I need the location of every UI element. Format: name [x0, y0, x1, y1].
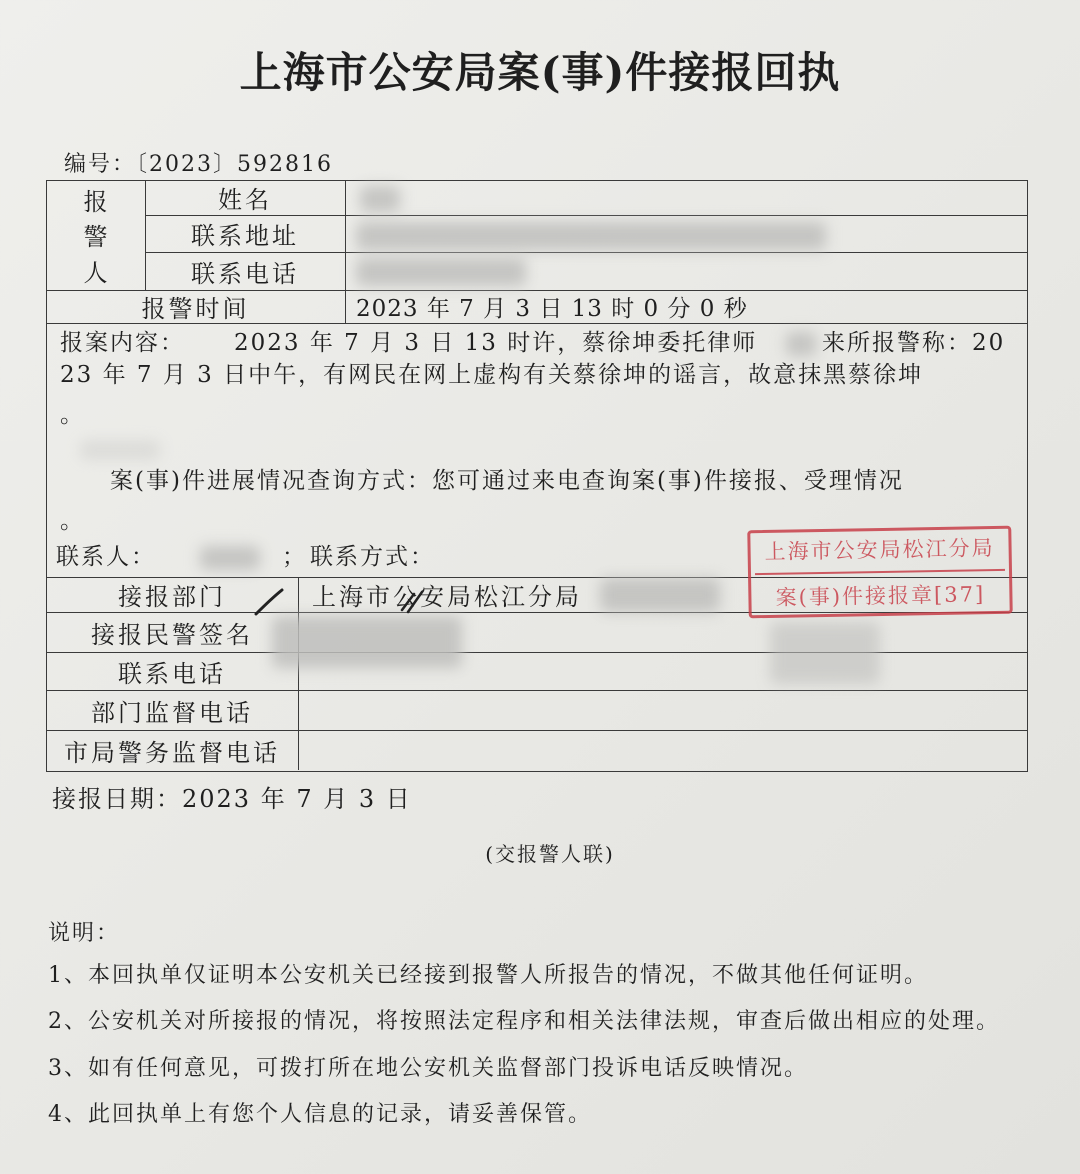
redaction — [80, 440, 160, 460]
serial-label: 编号： — [64, 152, 137, 177]
redaction — [360, 186, 400, 212]
contact-separator: ； — [282, 544, 307, 570]
receiving-dept-value: 上海市公安局松江分局 — [312, 583, 582, 611]
dept-supervision-phone-label: 部门监督电话 — [91, 698, 253, 727]
receiving-dept-label: 接报部门 — [118, 583, 226, 611]
contact-person-label: 联系人： — [56, 544, 156, 570]
notes-item: 2、公安机关对所接报的情况，将按照法定程序和相关法律法规，审查后做出相应的处理。 — [48, 1009, 1001, 1034]
rule — [345, 180, 346, 323]
redaction — [770, 622, 880, 684]
notes-item: 4、此回执单上有您个人信息的记录，请妥善保管。 — [48, 1102, 592, 1127]
signature-mark — [252, 584, 442, 624]
notes-title: 说明： — [48, 921, 121, 946]
redaction — [786, 332, 816, 356]
seal-line: 案(事)件接报章[37] — [775, 581, 986, 610]
reporter-char: 报 — [83, 188, 108, 217]
report-content-text: 23 年 7 月 3 日中午，有网民在网上虚构有关蔡徐坤的谣言，故意抹黑蔡徐坤 — [60, 362, 924, 388]
official-seal — [747, 526, 1012, 619]
serial-value: 〔2023〕592816 — [136, 152, 333, 177]
report-time-value: 2023 年 7 月 3 日 13 时 0 分 0 秒 — [356, 296, 748, 322]
officer-phone-label: 联系电话 — [118, 659, 226, 688]
redaction — [356, 222, 826, 250]
contact-method-label: 联系方式： — [310, 544, 435, 570]
redaction — [200, 546, 260, 570]
report-content-text: 2023 年 7 月 3 日 13 时许，蔡徐坤委托律师 — [234, 330, 758, 356]
report-content-text: 来所报警称：20 — [822, 330, 1006, 356]
officer-signature-label: 接报民警签名 — [91, 620, 253, 649]
reporter-char: 警 — [83, 223, 108, 252]
query-instructions: 案(事)件进展情况查询方式：您可通过来电查询案(事)件接报、受理情况 — [110, 468, 904, 494]
serial-number — [64, 150, 333, 180]
notes-item: 1、本回执单仅证明本公安机关已经接到报警人所报告的情况，不做其他任何证明。 — [48, 963, 928, 988]
report-content-line — [60, 328, 185, 358]
receipt-date: 接报日期：2023 年 7 月 3 日 — [52, 785, 412, 813]
seal-line: 上海市公安局松江分局 — [764, 536, 995, 565]
reporter-group-label — [46, 182, 145, 288]
city-supervision-phone-label: 市局警务监督电话 — [64, 738, 280, 767]
notes-item: 3、如有任何意见，可拨打所在地公安机关监督部门投诉电话反映情况。 — [48, 1056, 808, 1081]
name-label: 姓名 — [218, 186, 272, 214]
reporter-char: 人 — [83, 258, 108, 287]
document-title: 上海市公安局案(事)件接报回执 — [239, 48, 841, 97]
query-instructions-end: 。 — [60, 508, 85, 534]
seal-divider — [755, 569, 1005, 575]
report-content-label: 报案内容： — [60, 330, 185, 356]
copy-note: (交报警人联) — [485, 842, 615, 866]
address-label: 联系地址 — [191, 222, 299, 250]
report-content-text: 。 — [60, 402, 85, 428]
redaction — [600, 578, 720, 612]
redaction — [356, 258, 526, 286]
phone-label: 联系电话 — [191, 259, 299, 288]
report-time-label: 报警时间 — [141, 295, 250, 323]
